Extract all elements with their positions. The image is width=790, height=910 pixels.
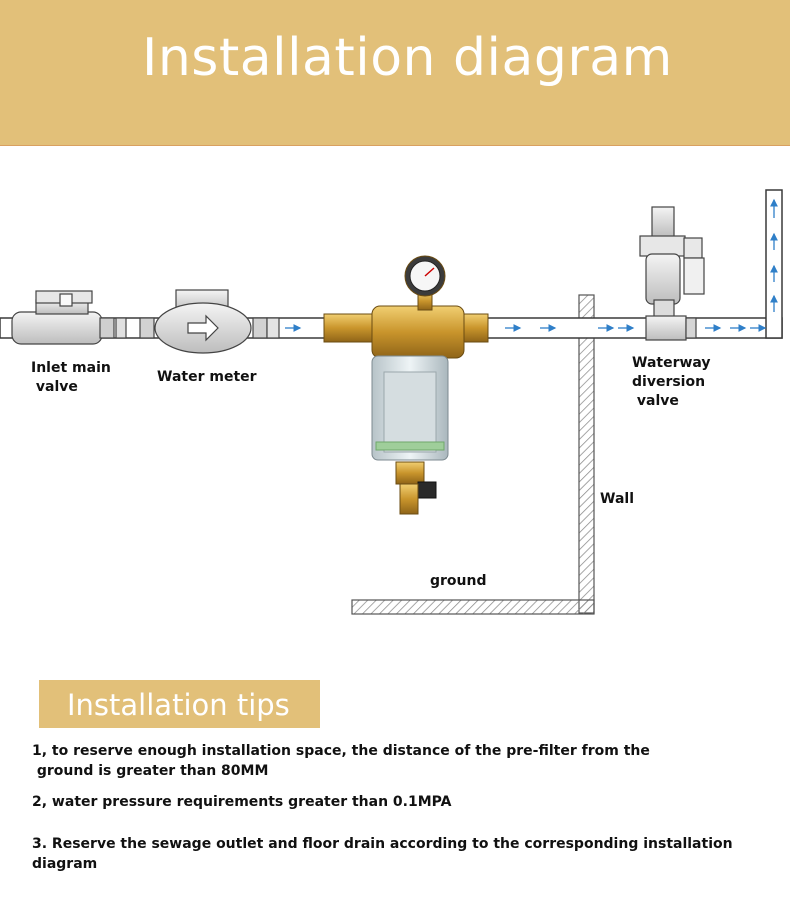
wall <box>579 295 594 613</box>
page-title: Installation diagram <box>142 28 673 88</box>
tip-item-1: 1, to reserve enough installation space, the distance of the pre-filter from the ground is greater than 80MM <box>32 743 650 779</box>
ground <box>352 600 594 614</box>
label-water-meter: Water meter <box>157 369 257 385</box>
tips-title: Installation tips <box>67 688 290 722</box>
label-wall: Wall <box>600 491 634 507</box>
pre-filter <box>324 256 488 514</box>
tip-item-3: 3. Reserve the sewage outlet and floor drain according to the corresponding installation diagram <box>32 836 733 872</box>
label-inlet-main-valve: Inlet main valve <box>31 360 111 395</box>
diversion-valve <box>640 207 704 340</box>
tips-banner <box>39 680 320 728</box>
tip-item-2: 2, water pressure requirements greater than 0.1MPA <box>32 794 452 810</box>
label-diversion-valve: Waterway diversion valve <box>632 355 711 409</box>
inlet-valve <box>12 291 126 344</box>
label-ground: ground <box>430 573 487 589</box>
water-meter <box>140 290 279 353</box>
header-banner <box>0 0 790 146</box>
